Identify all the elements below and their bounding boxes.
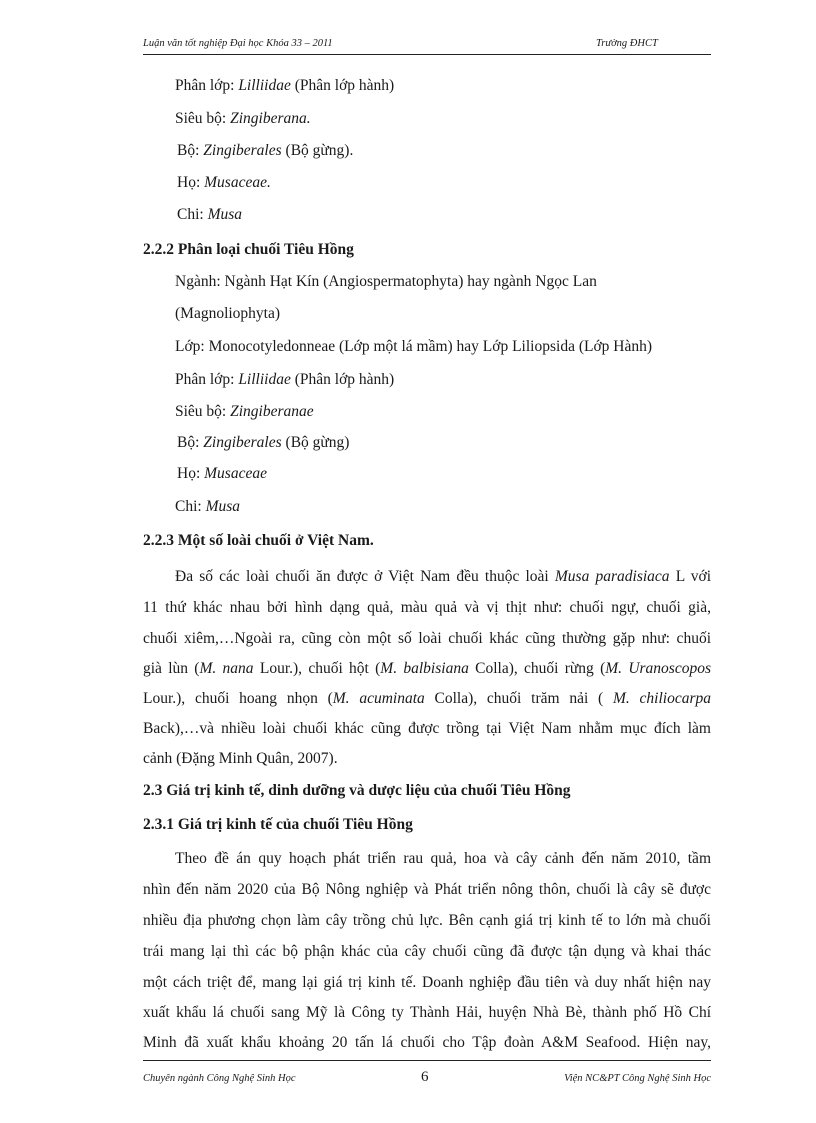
- paragraph-line: chuối xiêm,…Ngoài ra, cũng còn một số loài chuối khác cũng thường gặp như: chuối: [143, 630, 711, 647]
- heading-2-3: 2.3 Giá trị kinh tế, dinh dưỡng và dược liệu của chuối Tiêu Hồng: [143, 782, 571, 799]
- taxon-genus: Chi: Musa: [177, 206, 243, 223]
- taxon-superorder-2: Siêu bộ: Zingiberanae: [175, 403, 314, 420]
- taxon-subclass-2: Phân lớp: Lilliidae (Phân lớp hành): [175, 371, 395, 388]
- taxon-class: Lớp: Monocotyledonneae (Lớp một lá mầm) hay Lớp Liliopsida (Lớp Hành): [175, 338, 653, 355]
- taxon-division-line1: Ngành: Ngành Hạt Kín (Angiospermatophyta) hay ngành Ngọc Lan: [175, 273, 597, 290]
- paragraph-line: một cách triệt để, mang lại giá trị kinh tế. Doanh nghiệp đầu tiên và duy nhất hiện nay: [143, 974, 711, 991]
- heading-2-2-2: 2.2.2 Phân loại chuối Tiêu Hồng: [143, 241, 354, 258]
- paragraph-line: cảnh (Đặng Minh Quân, 2007).: [143, 750, 338, 767]
- paragraph-line: Theo đề án quy hoạch phát triển rau quả, hoa và cây cảnh đến năm 2010, tầm: [175, 850, 711, 867]
- taxon-division-line2: (Magnoliophyta): [175, 305, 281, 322]
- heading-2-2-3: 2.2.3 Một số loài chuối ở Việt Nam.: [143, 532, 374, 549]
- page-header: [143, 38, 711, 54]
- taxon-genus-2: Chi: Musa: [175, 498, 241, 515]
- header-rule: [143, 54, 711, 55]
- paragraph-line: Lour.), chuối hoang nhọn (M. acuminata Colla), chuối trăm nải ( M. chiliocarpa: [143, 690, 711, 707]
- footer-left: Chuyên ngành Công Nghệ Sinh Học: [143, 1073, 296, 1084]
- header-left: Luận văn tốt nghiệp Đại học Khóa 33 – 2011: [143, 38, 333, 49]
- taxon-order: Bộ: Zingiberales (Bộ gừng).: [177, 142, 354, 159]
- footer-rule: [143, 1060, 711, 1061]
- taxon-order-2: Bộ: Zingiberales (Bộ gừng): [177, 434, 350, 451]
- heading-2-3-1: 2.3.1 Giá trị kinh tế của chuối Tiêu Hồng: [143, 816, 413, 833]
- footer-right: Viện NC&PT Công Nghệ Sinh Học: [564, 1073, 711, 1084]
- page-number: 6: [421, 1069, 429, 1085]
- page-footer: [143, 1069, 711, 1091]
- paragraph-line: xuất khẩu lá chuối sang Mỹ là Công ty Thành Hải, huyện Nhà Bè, thành phố Hồ Chí: [143, 1004, 711, 1021]
- paragraph-line: Back),…và nhiều loài chuối khác cũng được trồng tại Việt Nam nhằm mục đích làm: [143, 720, 711, 737]
- header-right: Trường ĐHCT: [596, 38, 658, 49]
- taxon-family: Họ: Musaceae.: [177, 174, 271, 191]
- paragraph-line: Đa số các loài chuối ăn được ở Việt Nam đều thuộc loài Musa paradisiaca L với: [175, 568, 711, 585]
- paragraph-line: già lùn (M. nana Lour.), chuối hột (M. balbisiana Colla), chuối rừng (M. Uranoscopos: [143, 660, 711, 677]
- paragraph-line: nhiều địa phương chọn làm cây trồng chủ lực. Bên cạnh giá trị kinh tế to lớn mà chuối: [143, 912, 711, 929]
- paragraph-line: trái mang lại thì các bộ phận khác của cây chuối cũng đã được tận dụng và khai thác: [143, 943, 711, 960]
- paragraph-line: 11 thứ khác nhau bởi hình dạng quả, màu quả và vị thịt như: chuối ngự, chuối già,: [143, 599, 711, 616]
- paragraph-line: nhìn đến năm 2020 của Bộ Nông nghiệp và Phát triển nông thôn, chuối là cây sẽ được: [143, 881, 711, 898]
- paragraph-line: Minh đã xuất khẩu khoảng 20 tấn lá chuối cho Tập đoàn A&M Seafood. Hiện nay,: [143, 1034, 711, 1051]
- taxon-superorder: Siêu bộ: Zingiberana.: [175, 110, 311, 127]
- taxon-family-2: Họ: Musaceae: [177, 465, 267, 482]
- taxon-subclass: Phân lớp: Lilliidae (Phân lớp hành): [175, 77, 395, 94]
